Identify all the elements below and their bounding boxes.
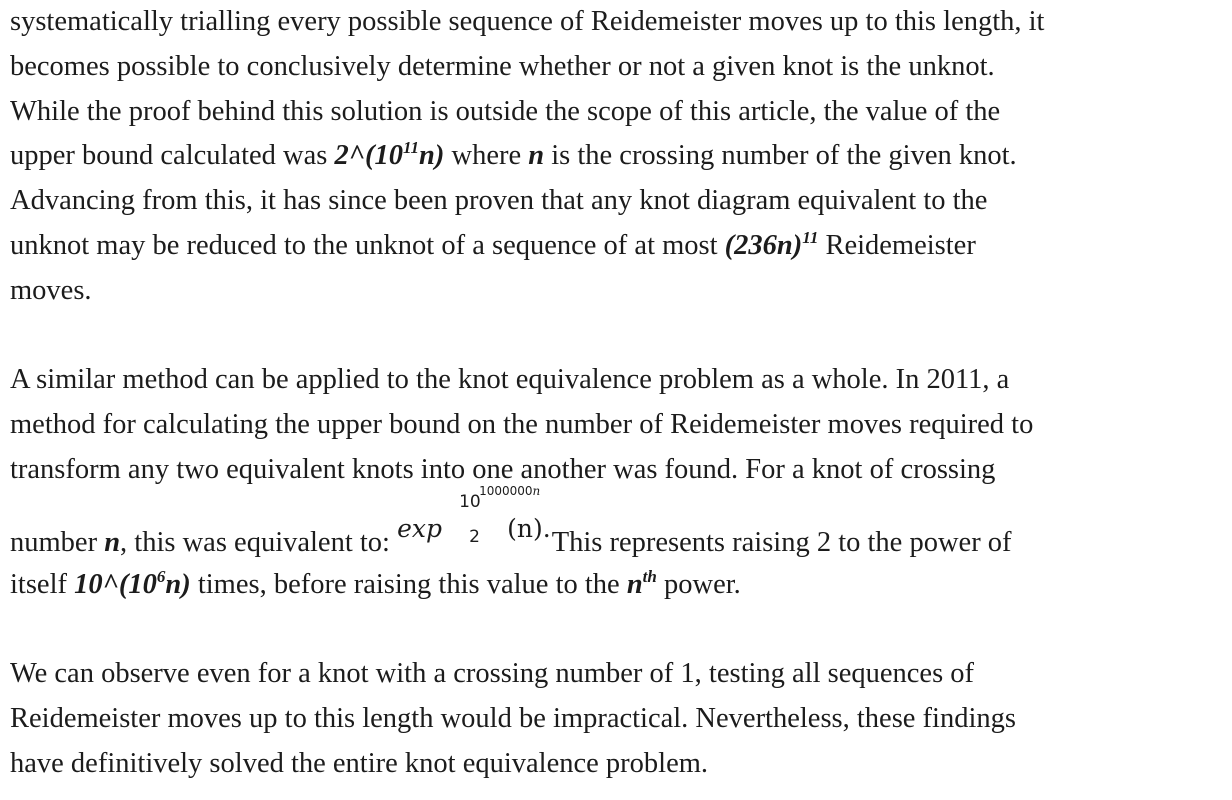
text-line: Advancing from this, it has since been proven that any knot diagram equivalent to the	[10, 185, 988, 217]
exp-tower-base: 10	[459, 491, 481, 512]
paragraph-spacer	[10, 314, 1220, 359]
text-run: , this was equivalent to:	[120, 526, 398, 558]
text-line	[10, 224, 1220, 269]
text-run: itself	[10, 568, 75, 600]
text-run: where	[444, 140, 529, 172]
text-run: This represents raising 2 to the power of	[545, 526, 1012, 558]
text-line: Reidemeister moves up to this length would be impractical. Nevertheless, these findings	[10, 703, 1016, 735]
text-line: becomes possible to conclusively determine whether or not a given knot is the unknot.	[10, 50, 995, 82]
text-line	[10, 134, 1220, 179]
exp-function: exp	[397, 513, 442, 543]
text-run: is the crossing number of the given knot.	[544, 140, 1017, 172]
paragraph-spacer	[10, 608, 1220, 653]
text-line: systematically trialling every possible sequence of Reidemeister moves up to this length, it	[10, 6, 1045, 37]
text-line: have definitively solved the entire knot equivalence problem.	[10, 747, 709, 779]
paragraph-3	[10, 652, 1220, 786]
variable-n: n	[104, 526, 121, 558]
exp-subscript: 2	[469, 526, 480, 547]
text-line: While the proof behind this solution is outside the scope of this article, the value of the	[10, 95, 1001, 127]
text-line-with-formula	[10, 483, 1220, 563]
times-formula: $10\^{}(10^6n)$	[74, 566, 191, 600]
text-line: A similar method can be applied to the knot equivalence problem as a whole. In 2011, a	[10, 364, 1010, 396]
upper-bound-formula: $2\^{}(10^{11}n)$	[334, 138, 445, 172]
moves-bound-formula: $(236n)^{11}$	[724, 227, 819, 261]
exp-tower-formula	[397, 483, 551, 551]
text-run: upper bound calculated was	[10, 140, 335, 172]
text-line: transform any two equivalent knots into one another was found. For a knot of crossing	[10, 453, 996, 485]
exp-tower-exponent: 1000000n	[479, 483, 541, 498]
text-run: number	[10, 526, 105, 558]
article-body	[10, 0, 1220, 787]
text-line	[10, 563, 1220, 608]
text-line: We can observe even for a knot with a crossing number of 1, testing all sequences of	[10, 658, 975, 690]
text-line: method for calculating the upper bound on the number of Reidemeister moves required to	[10, 409, 1034, 441]
text-run: unknot may be reduced to the unknot of a sequence of at most	[10, 229, 725, 261]
exp-argument: (n).	[507, 513, 551, 543]
nth-power: $n^{th}$	[626, 566, 657, 600]
text-run: power.	[656, 568, 741, 600]
paragraph-1	[10, 0, 1220, 314]
paragraph-2	[10, 358, 1220, 607]
text-run: times, before raising this value to the	[190, 568, 627, 600]
variable-n: n	[528, 140, 545, 172]
text-line: moves.	[10, 274, 92, 306]
text-run: Reidemeister	[818, 229, 976, 261]
